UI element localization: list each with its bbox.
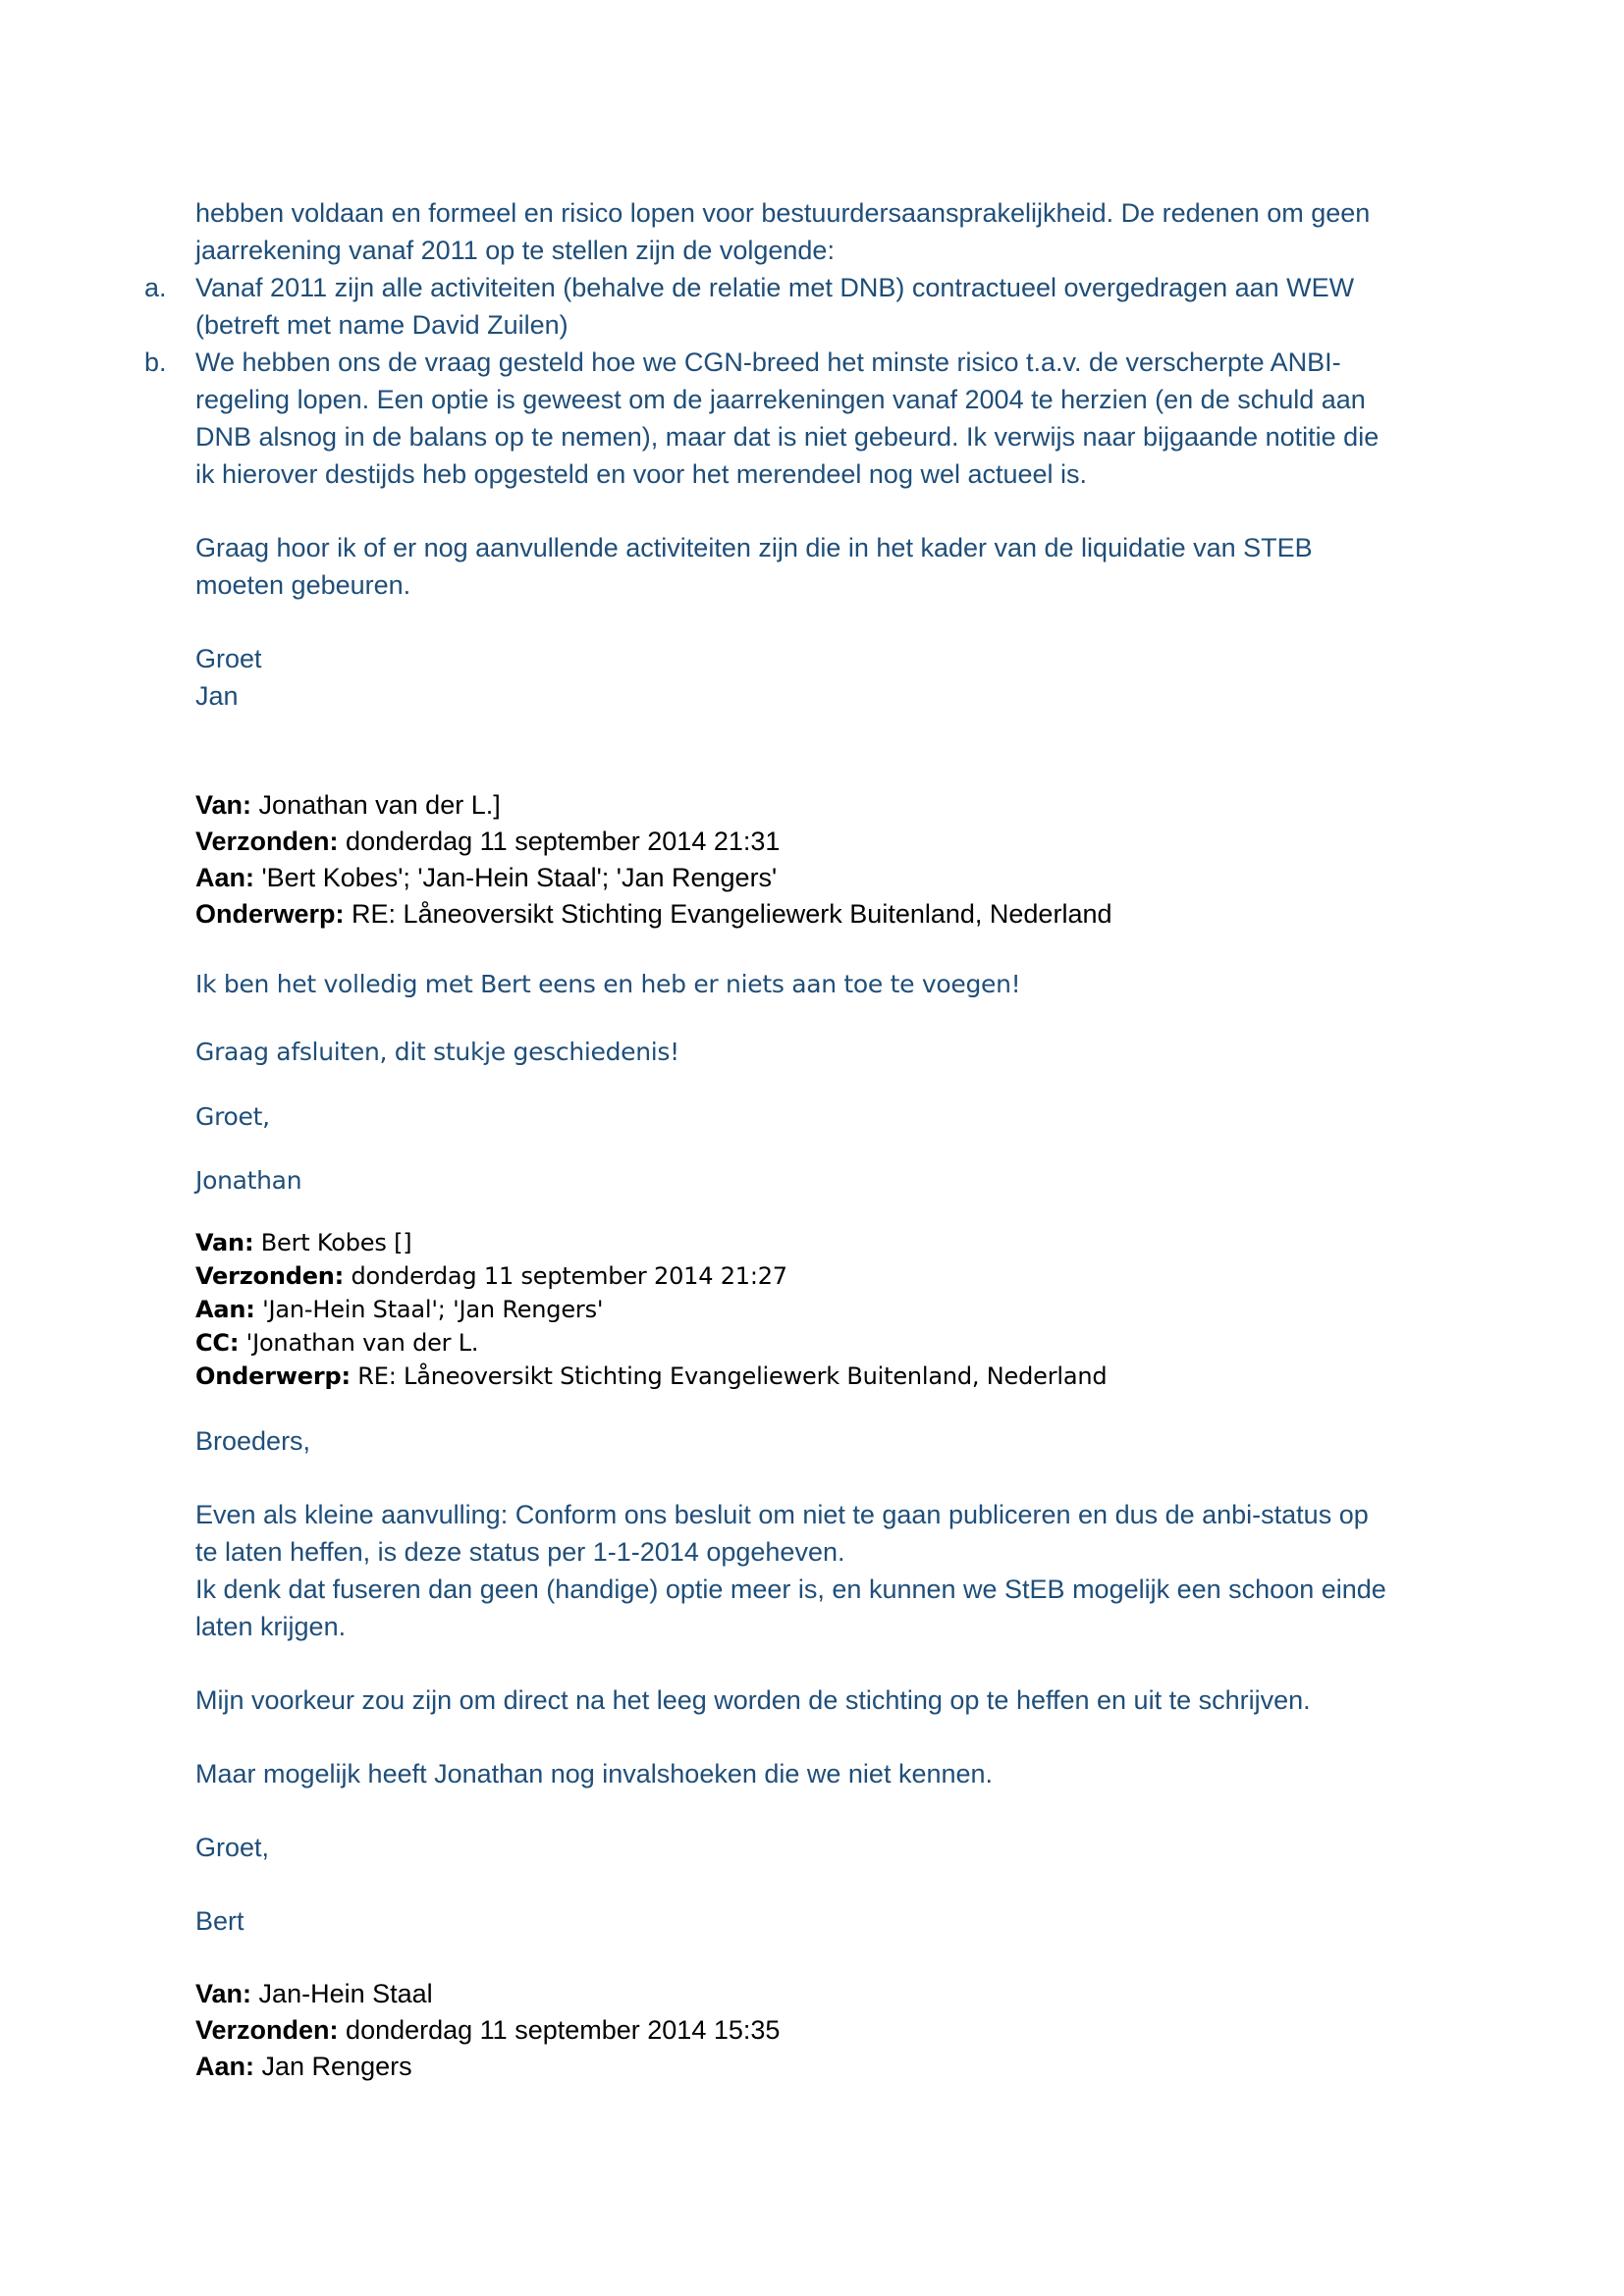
email-from-row (195, 787, 1472, 824)
list-item-b-line-1: We hebben ons de vraag gesteld hoe we CGN-breed het minste risico t.a.v. de verscherpte ANBI- (195, 347, 1341, 377)
email-sent-row (195, 824, 1472, 860)
email-subject-row (195, 1360, 1472, 1393)
email-sent-row (195, 1259, 1472, 1293)
email-to-row (195, 2049, 1472, 2085)
list-item-b-line-4: ik hierover destijds heb opgesteld en voor het merendeel nog wel actueel is. (195, 459, 1088, 489)
intro-line-2: jaarrekening vanaf 2011 op te stellen zijn de volgende: (195, 236, 835, 265)
body2-salutation: Broeders, (195, 1426, 311, 1456)
email-header-2 (195, 1226, 1472, 1393)
body1-line-2: Graag afsluiten, dit stukje geschiedenis! (195, 1038, 679, 1066)
email-to-row (195, 860, 1472, 896)
body1-line-1: Ik ben het volledig met Bert eens en heb er niets aan toe te voegen! (195, 970, 1021, 998)
to-label: Aan: (195, 1296, 255, 1323)
email-header-3 (195, 1976, 1472, 2085)
email-from-row (195, 1976, 1472, 2012)
document-content (144, 194, 1472, 2085)
list-marker: b. (144, 347, 167, 377)
to-value: 'Jan-Hein Staal'; 'Jan Rengers' (262, 1296, 604, 1323)
list-item-a (144, 269, 1472, 344)
from-label: Van: (195, 1979, 252, 2008)
body2-para1-line-2: te laten heffen, is deze status per 1-1-2014 opgeheven. (195, 1537, 845, 1567)
list-item-b-line-2: regeling lopen. Een optie is geweest om de jaarrekeningen vanaf 2004 te herzien (en de schuld aan (195, 385, 1366, 414)
request-line-1: Graag hoor ik of er nog aanvullende activiteiten zijn die in het kader van de liquidatie van STEB (195, 533, 1313, 562)
signoff-greeting: Groet (195, 644, 262, 673)
from-value: Jan-Hein Staal (258, 1979, 433, 2008)
to-label: Aan: (195, 863, 254, 892)
subject-label: Onderwerp: (195, 899, 345, 929)
list-item-b (144, 344, 1472, 493)
cc-label: CC: (195, 1329, 240, 1357)
body2-greeting: Groet, (195, 1833, 270, 1862)
body2-para1-line-4: laten krijgen. (195, 1612, 347, 1641)
to-label: Aan: (195, 2052, 254, 2081)
list-marker: a. (144, 273, 167, 302)
body2-para3: Maar mogelijk heeft Jonathan nog invalshoeken die we niet kennen. (195, 1759, 994, 1789)
to-value: Jan Rengers (261, 2052, 412, 2081)
list-item-b-line-3: DNB alsnog in de balans op te nemen), maar dat is niet gebeurd. Ik verwijs naar bijgaande notitie die (195, 422, 1380, 452)
from-label: Van: (195, 790, 252, 820)
email-sent-row (195, 2012, 1472, 2049)
intro-line-1: hebben voldaan en formeel en risico lopen voor bestuurdersaansprakelijkheid. De redenen om geen (195, 198, 1371, 228)
from-label: Van: (195, 1229, 254, 1256)
to-value: 'Bert Kobes'; 'Jan-Hein Staal'; 'Jan Rengers' (261, 863, 778, 892)
body1-greeting: Groet, (195, 1102, 270, 1131)
from-value: Jonathan van der L.] (258, 790, 501, 820)
subject-value: RE: Låneoversikt Stichting Evangeliewerk Buitenland, Nederland (352, 899, 1112, 929)
body2-name: Bert (195, 1906, 244, 1936)
body2-para1-line-3: Ik denk dat fuseren dan geen (handige) optie meer is, en kunnen we StEB mogelijk een schoon einde (195, 1575, 1386, 1604)
sent-label: Verzonden: (195, 2015, 339, 2045)
sent-value: donderdag 11 september 2014 21:27 (351, 1262, 787, 1290)
email-to-row (195, 1293, 1472, 1326)
email-header-1 (195, 787, 1472, 933)
from-value: Bert Kobes [] (260, 1229, 412, 1256)
sent-value: donderdag 11 september 2014 15:35 (346, 2015, 781, 2045)
sent-label: Verzonden: (195, 1262, 345, 1290)
subject-value: RE: Låneoversikt Stichting Evangeliewerk Buitenland, Nederland (357, 1362, 1108, 1390)
email-cc-row (195, 1326, 1472, 1360)
signoff-name: Jan (195, 681, 239, 711)
subject-label: Onderwerp: (195, 1362, 351, 1390)
sent-label: Verzonden: (195, 827, 339, 856)
body1-name: Jonathan (195, 1166, 302, 1195)
cc-value: 'Jonathan van der L. (245, 1329, 479, 1357)
list-item-a-line-2: (betreft met name David Zuilen) (195, 310, 568, 340)
body2-para1-line-1: Even als kleine aanvulling: Conform ons besluit om niet te gaan publiceren en dus de anbi-status op (195, 1500, 1369, 1529)
email-subject-row (195, 896, 1472, 933)
request-line-2: moeten gebeuren. (195, 570, 411, 600)
email-from-row (195, 1226, 1472, 1259)
sent-value: donderdag 11 september 2014 21:31 (346, 827, 781, 856)
list-item-a-line-1: Vanaf 2011 zijn alle activiteiten (behalve de relatie met DNB) contractueel overgedragen aan WEW (195, 273, 1355, 302)
body2-para2: Mijn voorkeur zou zijn om direct na het leeg worden de stichting op te heffen en uit te schrijven. (195, 1685, 1311, 1715)
